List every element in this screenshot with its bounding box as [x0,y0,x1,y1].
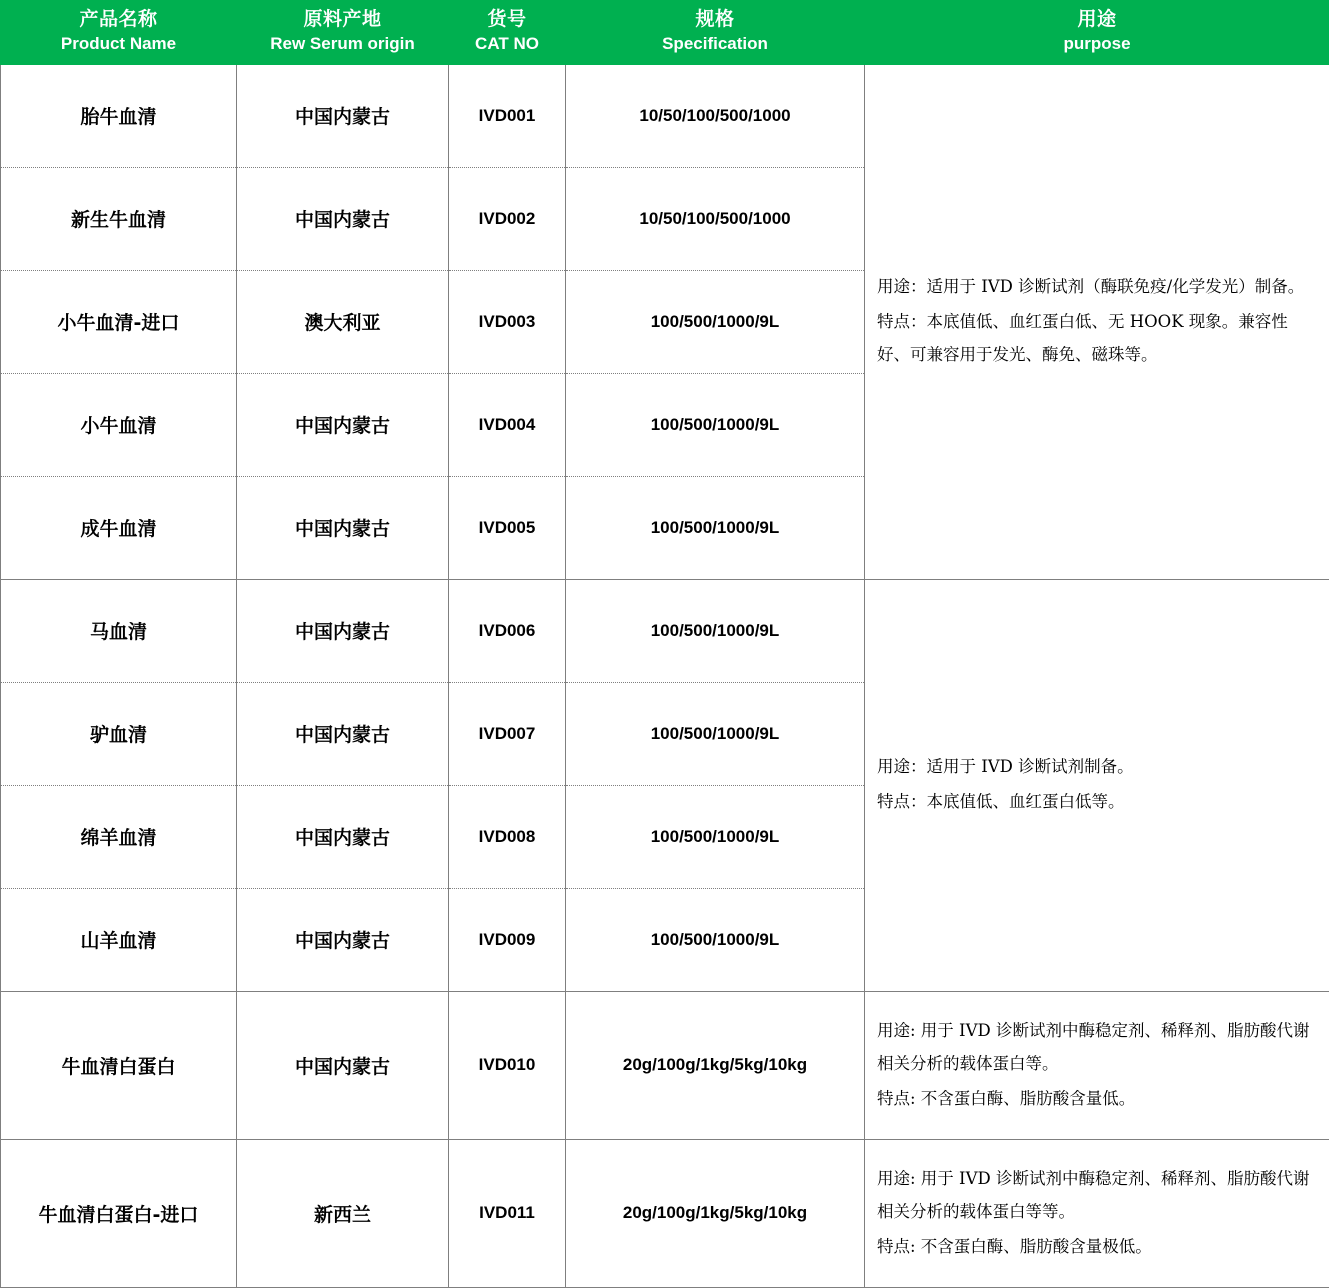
cell-product-name: 山羊血清 [1,888,237,991]
cell-specification: 20g/100g/1kg/5kg/10kg [566,991,865,1139]
cell-product-name: 牛血清白蛋白 [1,991,237,1139]
column-header-cat-no [449,1,566,65]
cell-cat-no: IVD004 [449,373,566,476]
purpose-line: 特点: 不含蛋白酶、脂肪酸含量极低。 [877,1230,1315,1263]
cell-product-name: 小牛血清 [1,373,237,476]
column-header-specification-cn: 规格 [570,7,860,33]
header-row [1,1,1329,65]
purpose-line: 特点：本底值低、血红蛋白低、无 HOOK 现象。兼容性好、可兼容用于发光、酶免、磁珠等。 [877,305,1315,371]
table-row [1,64,1329,167]
table-body [1,64,1329,1287]
column-header-purpose-en: purpose [869,33,1325,56]
cell-purpose-group-1 [865,64,1329,579]
column-header-origin [237,1,449,65]
cell-product-name: 新生牛血清 [1,167,237,270]
purpose-line: 用途: 用于 IVD 诊断试剂中酶稳定剂、稀释剂、脂肪酸代谢相关分析的载体蛋白等等。 [877,1162,1315,1228]
cell-origin: 澳大利亚 [237,270,449,373]
cell-purpose-group-3 [865,991,1329,1139]
cell-specification: 100/500/1000/9L [566,579,865,682]
cell-product-name: 成牛血清 [1,476,237,579]
cell-specification: 100/500/1000/9L [566,373,865,476]
cell-origin: 中国内蒙古 [237,167,449,270]
cell-cat-no: IVD002 [449,167,566,270]
column-header-origin-cn: 原料产地 [241,7,444,33]
cell-origin: 中国内蒙古 [237,476,449,579]
cell-product-name: 驴血清 [1,682,237,785]
cell-specification: 10/50/100/500/1000 [566,167,865,270]
table-header [1,1,1329,65]
cell-origin: 中国内蒙古 [237,888,449,991]
column-header-origin-en: Rew Serum origin [241,33,444,56]
cell-origin: 中国内蒙古 [237,373,449,476]
purpose-line: 用途：适用于 IVD 诊断试剂（酶联免疫/化学发光）制备。 [877,270,1315,303]
cell-specification: 10/50/100/500/1000 [566,64,865,167]
cell-origin: 中国内蒙古 [237,785,449,888]
cell-product-name: 胎牛血清 [1,64,237,167]
cell-specification: 20g/100g/1kg/5kg/10kg [566,1139,865,1287]
cell-product-name: 小牛血清-进口 [1,270,237,373]
column-header-specification [566,1,865,65]
purpose-line: 用途: 用于 IVD 诊断试剂中酶稳定剂、稀释剂、脂肪酸代谢相关分析的载体蛋白等。 [877,1014,1315,1080]
table-row [1,1139,1329,1287]
cell-cat-no: IVD008 [449,785,566,888]
cell-cat-no: IVD011 [449,1139,566,1287]
cell-cat-no: IVD009 [449,888,566,991]
cell-specification: 100/500/1000/9L [566,682,865,785]
cell-product-name: 绵羊血清 [1,785,237,888]
cell-specification: 100/500/1000/9L [566,476,865,579]
column-header-purpose [865,1,1329,65]
column-header-specification-en: Specification [570,33,860,56]
column-header-product-name-en: Product Name [5,33,232,56]
cell-specification: 100/500/1000/9L [566,785,865,888]
cell-origin: 新西兰 [237,1139,449,1287]
column-header-product-name [1,1,237,65]
cell-cat-no: IVD007 [449,682,566,785]
column-header-product-name-cn: 产品名称 [5,7,232,33]
purpose-line: 特点: 不含蛋白酶、脂肪酸含量低。 [877,1082,1315,1115]
cell-cat-no: IVD010 [449,991,566,1139]
cell-origin: 中国内蒙古 [237,682,449,785]
cell-origin: 中国内蒙古 [237,991,449,1139]
cell-product-name: 马血清 [1,579,237,682]
cell-origin: 中国内蒙古 [237,64,449,167]
column-header-cat-no-cn: 货号 [453,7,561,33]
cell-cat-no: IVD003 [449,270,566,373]
cell-product-name: 牛血清白蛋白-进口 [1,1139,237,1287]
cell-cat-no: IVD006 [449,579,566,682]
table-row [1,579,1329,682]
cell-cat-no: IVD001 [449,64,566,167]
purpose-line: 用途：适用于 IVD 诊断试剂制备。 [877,750,1315,783]
cell-cat-no: IVD005 [449,476,566,579]
cell-purpose-group-4 [865,1139,1329,1287]
cell-specification: 100/500/1000/9L [566,888,865,991]
cell-origin: 中国内蒙古 [237,579,449,682]
column-header-purpose-cn: 用途 [869,7,1325,33]
cell-specification: 100/500/1000/9L [566,270,865,373]
purpose-line: 特点：本底值低、血红蛋白低等。 [877,785,1315,818]
cell-purpose-group-2 [865,579,1329,991]
table-row [1,991,1329,1139]
column-header-cat-no-en: CAT NO [453,33,561,56]
